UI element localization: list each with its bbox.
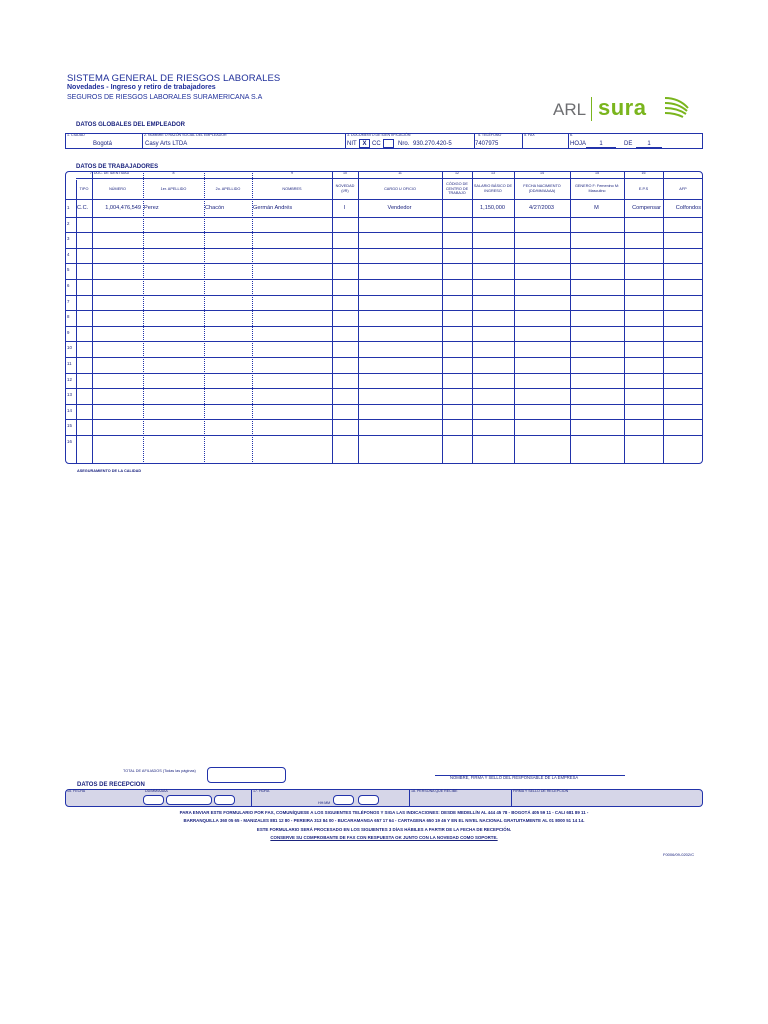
column-header: NOMBRES [282, 186, 302, 191]
column-number: 12 [455, 171, 459, 175]
reception-date-label: 15. FECHA [67, 789, 86, 793]
logo-arl-text: ARL [553, 100, 587, 119]
row-number: 5 [67, 267, 70, 273]
employer-name-label: 2. NOMBRE O RAZÓN SOCIAL DEL EMPLEADOR [144, 133, 227, 137]
phone-label: 4. TELÉFONO [478, 133, 502, 137]
worker-cell-salario: 1,150,000 [480, 205, 505, 211]
employer-name-value: Casy Arts LTDA [145, 141, 188, 147]
sheet-label: 6. [570, 133, 573, 137]
reception-date-format: DD/MM/AAAA [145, 789, 168, 793]
header-system-title: SISTEMA GENERAL DE RIESGOS LABORALES [67, 73, 281, 84]
column-header: TIPO [79, 186, 89, 191]
column-number: 8 [172, 171, 175, 175]
nro-value: 930.270.420-5 [413, 141, 452, 147]
row-divider [65, 435, 703, 436]
hoja-label: HOJA [570, 141, 587, 147]
row-number: 16 [67, 439, 72, 444]
row-number: 2 [67, 220, 70, 226]
fax-instructions-line2: BARRANQUILLA 360 05 65 - MANIZALES 881 12 80 - PEREIRA 313 84 00 - BUCARAMANGA 657 17 64 - CARTAGENA 650 19 46 Y EN EL NIVEL NACIONAL GRATUITAMENTE AL 01 8000 51 14 14. [183, 818, 585, 823]
cc-checkbox[interactable] [383, 139, 394, 148]
worker-cell-nombres: Germán Andrés [253, 205, 293, 211]
column-header: AFP [679, 186, 687, 191]
column-header: 1er. APELLIDO [160, 186, 187, 191]
row-number: 9 [67, 329, 70, 335]
row-divider [65, 310, 703, 311]
de-value: 1 [636, 141, 662, 148]
fax-receipt-note: CONSERVE SU COMPROBANTE DE FAX CON RESPUESTA OK JUNTO CON LA NOVEDAD COMO SOPORTE. [270, 835, 498, 840]
doc-identity-group-label: 7. DOC. DE IDENTIDAD [89, 171, 130, 175]
header-number-line [76, 178, 703, 179]
column-number: 13 [491, 171, 495, 175]
column-number: 15 [595, 171, 599, 175]
reception-day-field[interactable] [143, 795, 164, 805]
row-divider [65, 263, 703, 264]
processing-note: ESTE FORMULARIO SERÁ PROCESADO EN LOS SIGUIENTES 3 DÍAS HÁBILES A PARTIR DE LA FECHA DE RECEPCIÓN. [256, 827, 512, 832]
id-document-label: 3. DOCUMENTO DE IDENTIFICACIÓN [347, 133, 411, 137]
worker-cell-genero: M [594, 205, 599, 211]
row-number: 3 [67, 236, 70, 242]
logo-divider [591, 97, 592, 121]
arl-sura-logo [553, 94, 693, 126]
column-header: NÚMERO [109, 186, 126, 191]
column-header: E.P.S [638, 186, 649, 191]
hoja-value: 1 [586, 141, 616, 148]
fax-instructions-line1: PARA ENVIAR ESTE FORMULARIO POR FAX, COMUNÍQUESE A LOS SIGUIENTES TELÉFONOS Y SIGA LAS INDICACIONES: DESDE MEDELLÍN AL 444 45 78 - BOGOTÁ 405 59 11 - CALI 681 89 11 - [179, 810, 589, 815]
receiver-label: 18. PERSONA QUE RECIBE [411, 789, 458, 793]
row-number: 10 [67, 345, 72, 351]
row-divider [65, 373, 703, 374]
row-divider [65, 232, 703, 233]
logo-swoosh-icon [663, 94, 691, 124]
reception-year-field[interactable] [214, 795, 235, 805]
row-divider [65, 341, 703, 342]
row-divider [65, 279, 703, 280]
city-value: Bogotá [93, 141, 113, 147]
de-label: DE [624, 141, 633, 147]
column-header: FECHA NACIMIENTO (DD/MM/AAAA) [523, 184, 561, 193]
reception-section-title: DATOS DE RECEPCION [77, 782, 145, 788]
reception-minute-field[interactable] [358, 795, 379, 805]
column-header: NOVEDAD (I/R) [335, 184, 355, 193]
row-number: 4 [67, 251, 70, 257]
column-number: 16 [641, 171, 646, 175]
row-divider [65, 248, 703, 249]
header-company-name: SEGUROS DE RIESGOS LABORALES SURAMERICANA S.A [67, 94, 263, 101]
header-bottom-line [65, 199, 703, 200]
nit-checkbox[interactable]: X [359, 139, 370, 148]
worker-cell-cargo: Vendedor [387, 205, 412, 211]
city-label: 1. CIUDAD [67, 133, 85, 137]
form-code: F0006/09-0202/C [663, 852, 695, 857]
row-divider [65, 295, 703, 296]
row-divider [65, 388, 703, 389]
row-number: 13 [67, 392, 72, 398]
worker-cell-apellido2: Chacón [205, 205, 225, 211]
column-header: CARGO U OFICIO [384, 186, 416, 191]
worker-cell-eps: Compensar [632, 205, 661, 211]
row-number: 6 [67, 283, 70, 288]
reception-time-label: 17. HORA [253, 789, 270, 793]
row-divider [65, 326, 703, 327]
fax-label: 5. FAX [524, 133, 535, 137]
workers-section-title: DATOS DE TRABAJADORES [76, 164, 159, 170]
row-number: 7 [67, 298, 70, 304]
reception-hour-field[interactable] [333, 795, 354, 805]
worker-cell-novedad: I [343, 205, 346, 211]
row-number: 15 [67, 423, 72, 429]
column-number: 10 [343, 171, 347, 175]
row-number: 12 [67, 376, 72, 382]
row-number: 11 [67, 361, 72, 366]
worker-cell-tipo: C.C. [77, 205, 89, 211]
row-divider [65, 217, 703, 218]
column-header: GENERO F: Femenino M: Masculino [574, 184, 620, 193]
worker-cell-apellido1: Perez [144, 205, 159, 211]
reception-month-field[interactable] [166, 795, 212, 805]
reception-time-format: HH:MM [318, 801, 331, 805]
row-divider [65, 404, 703, 405]
worker-cell-numero: 1,004,476,549 [105, 205, 141, 211]
reception-stamp-label: FIRMA Y SELLO DE RECEPCION [513, 789, 569, 793]
header-form-title: Novedades - Ingreso y retiro de trabajadores [67, 84, 216, 91]
column-divider [76, 180, 77, 464]
row-divider [65, 419, 703, 420]
total-affiliates-field[interactable] [207, 767, 286, 783]
column-header: 2o. APELLIDO [215, 186, 241, 191]
row-divider [65, 357, 703, 358]
row-number: 8 [67, 314, 70, 320]
row-number: 14 [67, 407, 72, 413]
quality-label: ASEGURAMIENTO DE LA CALIDAD [77, 469, 142, 473]
column-header: CÓDIGO DE CENTRO DE TRABAJO [445, 181, 469, 196]
logo-sura-text: sura [598, 95, 647, 120]
column-number: 14 [540, 171, 544, 175]
total-affiliates-label: TOTAL DE AFILIADOS (Todas las páginas) [123, 769, 196, 773]
nro-label: Nro. [398, 141, 410, 147]
nit-label: NIT [347, 141, 357, 147]
employer-section-title: DATOS GLOBALES DEL EMPLEADOR [76, 122, 186, 128]
phone-value: 7407975 [475, 141, 499, 147]
worker-cell-afp: Colfondos [675, 205, 701, 211]
column-header: SALARIO BÁSICO DE INGRESO [473, 184, 513, 193]
column-number: 11 [398, 171, 402, 175]
column-number: 9 [291, 171, 293, 175]
signature-label: NOMBRE, FIRMA Y SELLO DEL RESPONSABLE DE LA EMPRESA [450, 775, 579, 780]
worker-cell-fecha: 4/27/2003 [529, 205, 554, 211]
cc-label: CC [372, 141, 381, 147]
row-number: 1 [67, 205, 70, 210]
